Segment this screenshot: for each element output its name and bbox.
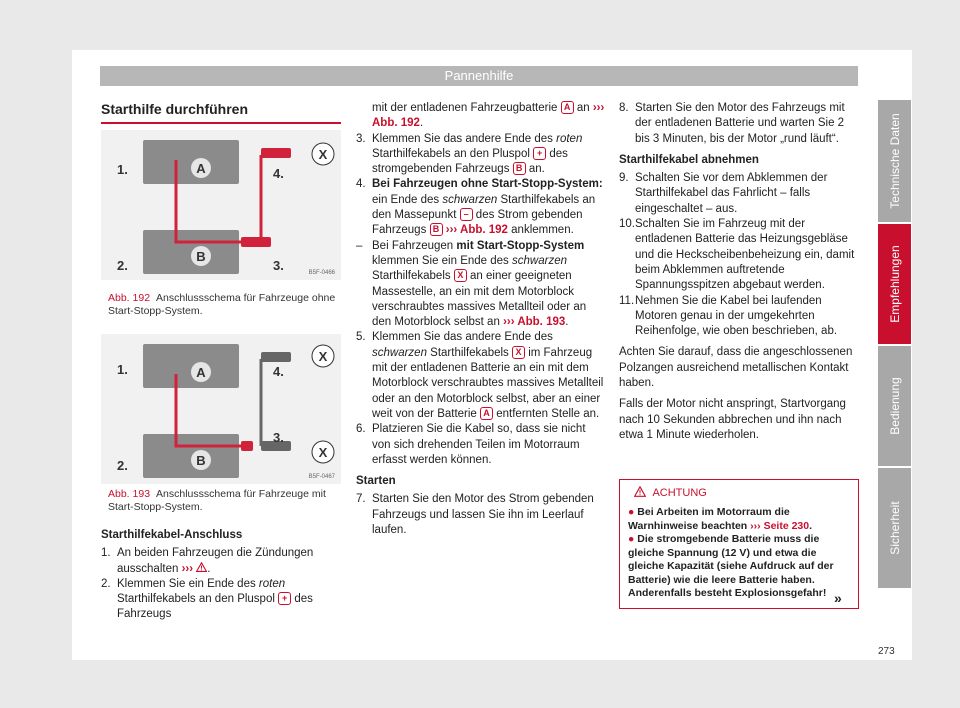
step-text: im Fahrzeug mit der entladenen Batterie an ein mit dem Motorblock verschraubtes massives Metallteil oder an den Motorblock selbst, aber an einer weit von der Batterie	[372, 346, 604, 420]
step-number: 6.	[356, 423, 366, 436]
step-text: Starthilfekabels an den Pluspol	[117, 593, 275, 606]
step-2	[101, 577, 345, 623]
step-text: Klemmen Sie ein Ende des	[117, 577, 256, 590]
warning-header	[634, 486, 707, 499]
label-x-top: X	[318, 349, 328, 364]
caption-text: Anschlussschema für Fahrzeuge mit Start-Stopp-System.	[108, 488, 326, 513]
step-label-2: 2.	[117, 258, 128, 273]
step-text: anklemmen.	[511, 224, 574, 237]
step-number: 5.	[356, 331, 366, 344]
battery-diagram-193	[101, 334, 341, 484]
label-x: X	[318, 147, 328, 162]
subheading-anschluss: Starthilfekabel-Anschluss	[101, 529, 243, 541]
step-label-4: 4.	[273, 166, 284, 181]
step-number: 11.	[619, 294, 635, 307]
battery-b	[143, 434, 239, 478]
red-clamp	[241, 441, 253, 451]
step-3	[356, 132, 606, 178]
bullet-icon: ●	[628, 506, 635, 518]
step-text: Klemmen Sie das andere Ende des	[372, 132, 553, 145]
step-emphasis: roten	[258, 577, 286, 590]
figure-code: B5F-0467	[308, 474, 335, 480]
caption-label: Abb. 193	[108, 488, 151, 500]
plus-pole-badge: +	[533, 147, 546, 160]
step-text: klemmen Sie ein Ende des	[372, 254, 509, 267]
tab-sicherheit[interactable]	[878, 468, 911, 588]
figure-192	[101, 130, 341, 280]
minus-pole-badge: –	[460, 208, 473, 221]
step-6	[356, 422, 606, 468]
warning-body	[628, 506, 850, 601]
column-3	[619, 101, 859, 443]
caption-193	[108, 488, 340, 514]
step-emphasis: roten	[556, 132, 583, 145]
step-number: 3.	[356, 132, 366, 145]
figure-link-text[interactable]: Abb. 192	[460, 224, 508, 237]
step-7	[356, 492, 606, 538]
column-2	[356, 101, 606, 538]
step-text: des Fahrzeugs	[117, 593, 313, 621]
column-1	[101, 528, 345, 623]
battery-diagram-192	[101, 130, 341, 280]
step-number: 9.	[619, 172, 629, 185]
step-text: an	[576, 102, 590, 114]
warning-box	[619, 479, 859, 609]
step-label-3: 3.	[273, 430, 284, 445]
step-text: Schalten Sie im Fahrzeug mit der entladenen Batterie das Heizungsgebläse und die Heckscheibenbeheizung ein, damit beim Abklemmen auftretende Spannungsspitzen abgebaut werden.	[635, 218, 855, 292]
step-text: des stromgebenden Fahrzeugs	[372, 147, 568, 176]
warning-title: ACHTUNG	[652, 487, 707, 499]
warning-triangle-icon	[634, 486, 646, 497]
battery-b-badge: B	[513, 162, 526, 175]
ground-x-badge: X	[454, 269, 467, 282]
dash-marker: –	[356, 239, 363, 252]
subheading-abnehmen: Starthilfekabel abnehmen	[619, 153, 759, 166]
continue-arrow-icon: »	[834, 590, 842, 606]
step-text: entfernten Stelle an.	[496, 407, 600, 420]
step-label-1: 1.	[117, 362, 128, 377]
step-text: Nehmen Sie die Kabel bei laufenden Motoren genau in der umgekehrten Reihenfolge, wie oben beschrieben, ab.	[635, 294, 838, 338]
tab-label[interactable]: Bedienung	[887, 377, 902, 435]
warning-bullet-2	[628, 533, 850, 601]
figure-193	[101, 334, 341, 484]
plus-pole-badge: +	[278, 592, 291, 605]
step-9	[619, 171, 859, 217]
tab-bedienung[interactable]	[878, 346, 911, 466]
step-2-continued: mit der entladenen Fahrzeugbatterie A an ››› Abb. 192.	[372, 102, 605, 130]
step-8	[619, 101, 859, 147]
step-5	[356, 330, 606, 422]
battery-a	[143, 140, 239, 184]
title-rule	[101, 122, 341, 124]
step-text: Starthilfekabels an den Massepunkt	[372, 193, 596, 222]
warning-text: Bei Arbeiten im Motorraum die Warnhinweise beachten	[628, 506, 790, 532]
step-11	[619, 294, 859, 340]
dash-item: – Bei Fahrzeugen mit Start-Stopp-System klemmen Sie ein Ende des schwarzen Starthilfekabels X an einer geeigneten Massestelle, an ein mit dem Motorblock verschraubtes massives Metallteil oder an den Motorblock selbst an ››› Abb. 193.	[356, 239, 587, 329]
tab-technische-daten[interactable]	[878, 100, 911, 222]
figure-link-192[interactable]: ››› Abb. 192	[445, 224, 508, 237]
page-link-text[interactable]: Seite 230	[763, 519, 810, 532]
label-x-bottom: X	[318, 445, 328, 460]
step-text: Platzieren Sie die Kabel so, dass sie nicht von sich drehenden Teilen im Motorraum erfasst werden können.	[372, 423, 586, 466]
caption-text: Anschlussschema für Fahrzeuge ohne Start-Stopp-System.	[108, 292, 336, 317]
step-number: 1.	[101, 547, 111, 560]
black-clamp-top	[261, 352, 291, 362]
step-text: des Strom gebenden Fahrzeugs	[372, 209, 583, 237]
red-clamp-bottom	[241, 237, 271, 247]
label-a: A	[196, 365, 206, 380]
step-label-1: 1.	[117, 162, 128, 177]
step-label-3: 3.	[273, 258, 284, 273]
step-text: Starthilfekabels	[372, 270, 451, 283]
step-text: an.	[528, 163, 545, 176]
bullet-icon: ●	[628, 533, 635, 545]
tab-label[interactable]: Empfehlungen	[887, 245, 902, 323]
step-number: 10.	[619, 218, 635, 231]
step-text: An beiden Fahrzeugen die Zündungen ausschalten	[117, 547, 314, 575]
step-bold: mit Start-Stopp-System	[456, 239, 585, 252]
step-1: 1. An beiden Fahrzeugen die Zündungen ausschalten ››› .	[101, 547, 314, 575]
ref-arrow-icon[interactable]: ›››	[181, 562, 194, 575]
step-text: Starthilfekabels	[430, 346, 509, 359]
page-link[interactable]: ››› Seite 230	[750, 519, 810, 532]
step-number: 7.	[356, 493, 366, 506]
warning-bullet-1	[628, 506, 850, 533]
battery-a-badge: A	[480, 407, 493, 420]
step-text: Schalten Sie vor dem Abklemmen der Starthilfekabel das Fahrlicht – falls eingeschaltet – aus.	[635, 172, 828, 215]
step-4	[356, 177, 606, 238]
figure-link-192[interactable]: ››› Abb. 192	[372, 102, 605, 130]
figure-link-text[interactable]: Abb. 192	[372, 117, 420, 130]
subheading-starten: Starten	[356, 475, 396, 488]
step-text: Klemmen Sie das andere Ende des	[372, 331, 553, 344]
paragraph-contact: Achten Sie darauf, dass die angeschlossenen Polzangen ausreichend metallischen Kontakt haben.	[619, 346, 853, 390]
warning-triangle-icon[interactable]	[196, 562, 207, 572]
warning-text: Die stromgebende Batterie muss die gleiche Spannung (12 V) und etwa die gleiche Kapazität (siehe Aufdruck auf der Batterie) wie die leere Batterie haben. Anderenfalls besteht Explosionsgefahr!	[628, 533, 834, 599]
step-emphasis: schwarzen	[372, 346, 427, 359]
step-emphasis: schwarzen	[512, 254, 567, 267]
step-text: mit der entladenen Fahrzeugbatterie	[372, 102, 558, 114]
caption-label: Abb. 192	[108, 292, 151, 304]
step-text: an einer geeigneten Massestelle, an ein mit dem Motorblock verschraubtes massives Metallteil oder an den Motorblock selbst an	[372, 270, 587, 329]
paragraph-retry: Falls der Motor nicht anspringt, Startvorgang nach 10 Sekunden abbrechen und ihn nach etwa 1 Minute wiederholen.	[619, 398, 846, 441]
caption-192	[108, 292, 340, 318]
step-label-2: 2.	[117, 458, 128, 473]
label-b: B	[196, 249, 206, 264]
tab-label[interactable]: Sicherheit	[887, 501, 902, 555]
tab-empfehlungen[interactable]	[878, 224, 911, 344]
step-text: Starthilfekabels an den Pluspol	[372, 147, 530, 160]
label-a: A	[196, 161, 206, 176]
figure-link-193[interactable]: ››› Abb. 193	[503, 316, 566, 329]
page-number: 273	[878, 646, 895, 657]
step-label-4: 4.	[273, 364, 284, 379]
figure-code: B5F-0466	[308, 270, 335, 276]
step-bold: Bei Fahrzeugen ohne Start-Stopp-System:	[372, 178, 603, 191]
label-b: B	[196, 453, 206, 468]
step-text: Bei Fahrzeugen	[372, 239, 454, 252]
step-emphasis: schwarzen	[442, 193, 498, 206]
step-number: 2.	[101, 577, 111, 590]
tab-label[interactable]: Technische Daten	[887, 113, 902, 209]
figure-link-text[interactable]: Abb. 193	[517, 316, 566, 329]
step-10	[619, 217, 859, 293]
step-number: 8.	[619, 102, 629, 114]
battery-a-badge: A	[561, 101, 574, 114]
step-text: Starten Sie den Motor des Strom gebenden Fahrzeugs und lassen Sie ihn im Leerlauf laufen.	[372, 493, 594, 537]
step-text: Starten Sie den Motor des Fahrzeugs mit der entladenen Batterie und warten Sie 2 bis 3 Minuten, bis der Motor „rund läuft“.	[635, 102, 845, 145]
red-clamp-top	[261, 148, 291, 158]
section-title: Starthilfe durchführen	[101, 101, 249, 117]
battery-b-badge: B	[430, 223, 443, 236]
warning-text: .	[809, 519, 813, 532]
step-text: ein Ende des	[372, 193, 440, 206]
step-number: 4.	[356, 178, 366, 191]
chapter-header: Pannenhilfe	[100, 66, 858, 86]
ground-x-badge: X	[512, 346, 525, 359]
battery-a	[143, 344, 239, 388]
battery-b	[143, 230, 239, 274]
